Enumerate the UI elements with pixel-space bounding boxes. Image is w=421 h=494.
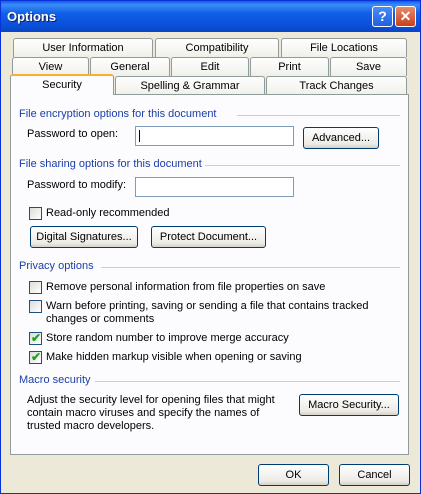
sharing-header: File sharing options for this document bbox=[19, 158, 202, 170]
security-panel bbox=[10, 94, 409, 455]
ok-button[interactable]: OK bbox=[258, 464, 329, 486]
warn-tracked-changes-checkbox[interactable] bbox=[29, 300, 42, 313]
hidden-markup-label: Make hidden markup visible when opening or saving bbox=[46, 351, 302, 363]
title-bar[interactable] bbox=[1, 1, 420, 32]
protect-document-button[interactable]: Protect Document... bbox=[151, 226, 266, 248]
tab-view[interactable]: View bbox=[12, 57, 89, 76]
dialog-title: Options bbox=[7, 9, 57, 24]
privacy-header: Privacy options bbox=[19, 260, 94, 272]
store-random-number-checkbox[interactable] bbox=[29, 332, 42, 345]
encryption-divider bbox=[237, 115, 400, 116]
advanced-button[interactable]: Advanced... bbox=[303, 127, 379, 149]
remove-personal-info-checkbox[interactable] bbox=[29, 281, 42, 294]
tab-print[interactable]: Print bbox=[250, 57, 329, 76]
tab-file-locations[interactable]: File Locations bbox=[281, 38, 407, 57]
password-modify-label: Password to modify: bbox=[27, 179, 127, 191]
checkmark-icon: ✔ bbox=[31, 331, 42, 345]
tab-save[interactable]: Save bbox=[330, 57, 407, 76]
tab-track-changes[interactable]: Track Changes bbox=[266, 76, 407, 95]
macro-description-line3: trusted macro developers. bbox=[27, 420, 155, 432]
macro-security-button[interactable]: Macro Security... bbox=[299, 394, 399, 416]
help-button[interactable]: ? bbox=[372, 6, 393, 27]
warn-tracked-changes-label-cont: changes or comments bbox=[46, 313, 155, 325]
digital-signatures-button[interactable]: Digital Signatures... bbox=[30, 226, 138, 248]
warn-tracked-changes-label: Warn before printing, saving or sending a file that contains tracked bbox=[46, 300, 369, 312]
tab-compatibility[interactable]: Compatibility bbox=[155, 38, 279, 57]
tab-security[interactable]: Security bbox=[10, 74, 114, 95]
checkmark-icon: ✔ bbox=[31, 350, 42, 364]
macro-description-line1: Adjust the security level for opening files that might bbox=[27, 394, 275, 406]
macro-description-line2: contain macro viruses and specify the names of bbox=[27, 407, 260, 419]
sharing-divider bbox=[205, 165, 400, 166]
tab-edit[interactable]: Edit bbox=[171, 57, 249, 76]
readonly-label: Read-only recommended bbox=[46, 207, 170, 219]
text-caret bbox=[139, 130, 140, 142]
close-button[interactable]: ✕ bbox=[395, 6, 416, 27]
encryption-header: File encryption options for this document bbox=[19, 108, 217, 120]
readonly-checkbox[interactable] bbox=[29, 207, 42, 220]
password-open-label: Password to open: bbox=[27, 128, 119, 140]
macro-divider bbox=[95, 381, 400, 382]
hidden-markup-checkbox[interactable] bbox=[29, 351, 42, 364]
privacy-divider bbox=[101, 267, 400, 268]
macro-header: Macro security bbox=[19, 374, 91, 386]
tab-user-information[interactable]: User Information bbox=[13, 38, 153, 57]
password-open-field[interactable] bbox=[135, 126, 294, 146]
tab-spelling-grammar[interactable]: Spelling & Grammar bbox=[115, 76, 265, 95]
password-modify-field[interactable] bbox=[135, 177, 294, 197]
remove-personal-info-label: Remove personal information from file properties on save bbox=[46, 281, 326, 293]
tab-general[interactable]: General bbox=[90, 57, 170, 76]
store-random-number-label: Store random number to improve merge accuracy bbox=[46, 332, 289, 344]
cancel-button[interactable]: Cancel bbox=[339, 464, 410, 486]
